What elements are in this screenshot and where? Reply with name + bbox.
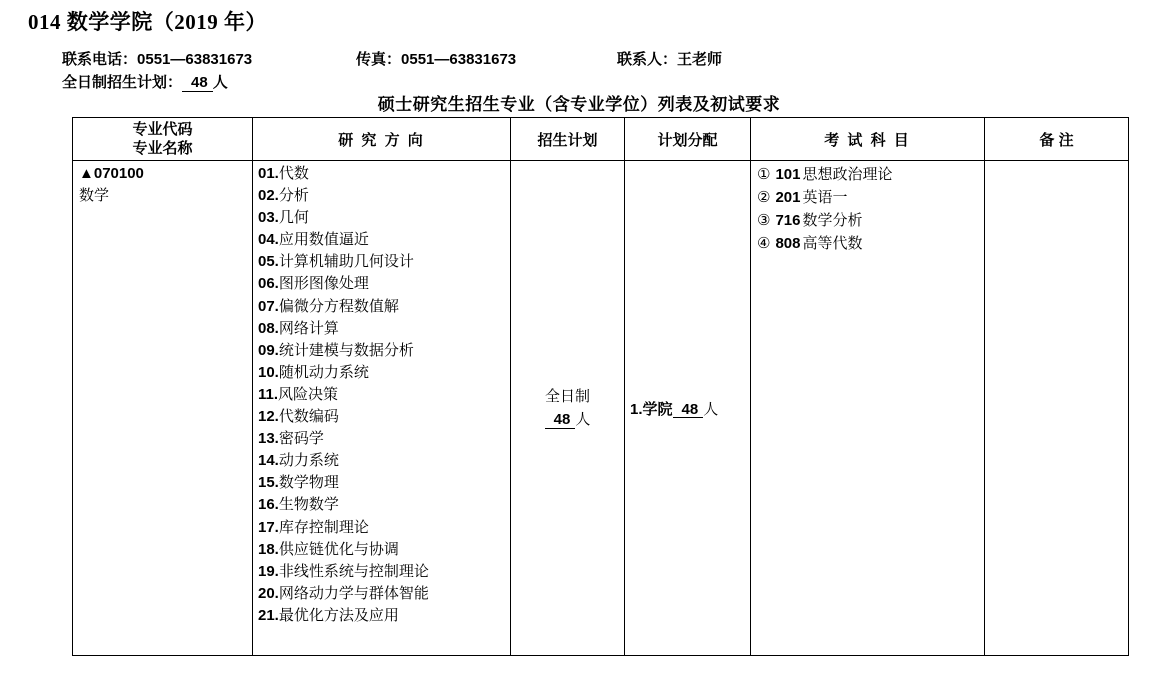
direction-text: 分析 xyxy=(278,187,309,205)
research-direction-item xyxy=(256,163,507,185)
direction-text: 应用数值逼近 xyxy=(278,231,369,249)
table-caption: 硕士研究生招生专业（含专业学位）列表及初试要求 xyxy=(377,95,781,114)
direction-number: 03. xyxy=(258,209,279,227)
exam-subject-item xyxy=(754,163,981,186)
header-exam-subjects: 考 试 科 目 xyxy=(751,118,985,161)
exam-subject-item xyxy=(754,232,981,255)
table-header-row xyxy=(73,118,1129,161)
header-directions: 研 究 方 向 xyxy=(253,118,511,161)
plan-value: 48 xyxy=(182,75,213,92)
direction-text: 密码学 xyxy=(278,430,324,448)
program-code: ▲070100 xyxy=(79,165,144,182)
research-direction-item xyxy=(256,251,507,273)
cell-enrollment xyxy=(511,161,625,656)
direction-text: 代数 xyxy=(278,165,309,182)
header-allocation: 计划分配 xyxy=(625,118,751,161)
direction-number: 01. xyxy=(258,165,279,182)
program-name: 数学 xyxy=(79,187,110,204)
research-direction-item xyxy=(256,450,507,472)
direction-number: 10. xyxy=(258,363,279,381)
research-direction-item xyxy=(256,517,507,539)
direction-number: 02. xyxy=(258,187,279,205)
exam-subject-name: 数学分析 xyxy=(802,212,863,229)
direction-text: 网络计算 xyxy=(278,319,339,337)
research-direction-item xyxy=(256,362,507,384)
research-direction-item xyxy=(256,428,507,450)
exam-subject-code: 808 xyxy=(775,235,801,252)
cell-program xyxy=(73,161,253,656)
direction-text: 非线性系统与控制理论 xyxy=(278,562,429,580)
header-program-code: 专业代码 xyxy=(132,121,193,138)
direction-text: 供应链优化与协调 xyxy=(278,540,399,558)
allocation-line xyxy=(628,398,747,419)
research-direction-item xyxy=(256,384,507,406)
direction-number: 16. xyxy=(258,496,279,514)
exam-subject-code: 101 xyxy=(775,166,801,183)
contact-person xyxy=(617,48,722,69)
direction-number: 15. xyxy=(258,474,279,492)
exam-subject-name: 英语一 xyxy=(802,189,848,206)
research-direction-item xyxy=(256,539,507,561)
admissions-table xyxy=(72,117,1129,656)
cell-remark xyxy=(985,161,1129,656)
exam-subject-code: 716 xyxy=(775,212,801,229)
cell-exam-subjects xyxy=(751,161,985,656)
direction-text: 最优化方法及应用 xyxy=(278,606,399,624)
header-enrollment: 招生计划 xyxy=(511,118,625,161)
fulltime-plan xyxy=(62,71,228,92)
direction-text: 生物数学 xyxy=(278,496,339,514)
research-direction-item xyxy=(256,273,507,295)
exam-subject-mark: ③ xyxy=(757,212,771,229)
fax-label: 传真： xyxy=(356,51,402,68)
contact-phone xyxy=(62,48,252,69)
direction-number: 12. xyxy=(258,408,279,426)
exam-subject-item xyxy=(754,186,981,209)
enrollment-count xyxy=(514,408,621,431)
direction-text: 网络动力学与群体智能 xyxy=(278,584,429,602)
enrollment-value: 48 xyxy=(545,412,576,429)
exam-subject-name: 高等代数 xyxy=(802,235,863,252)
allocation-unit: 人 xyxy=(703,400,719,418)
research-direction-item xyxy=(256,406,507,428)
direction-number: 17. xyxy=(258,518,279,536)
fax-number: 0551—63831673 xyxy=(401,51,517,68)
direction-text: 图形图像处理 xyxy=(278,275,369,293)
research-direction-item xyxy=(256,583,507,605)
research-directions-list xyxy=(256,163,507,627)
research-direction-item xyxy=(256,340,507,362)
contact-label: 联系人： xyxy=(617,51,678,68)
direction-number: 19. xyxy=(258,562,279,580)
direction-number: 09. xyxy=(258,341,279,359)
direction-number: 07. xyxy=(258,297,279,315)
research-direction-item xyxy=(256,229,507,251)
allocation-value: 48 xyxy=(673,402,704,419)
research-direction-item xyxy=(256,605,507,627)
direction-text: 库存控制理论 xyxy=(278,518,369,536)
direction-number: 13. xyxy=(258,430,279,448)
header-program-name: 专业名称 xyxy=(132,140,193,157)
exam-subject-mark: ④ xyxy=(757,235,771,252)
direction-text: 几何 xyxy=(278,209,309,227)
page-title: 014 数学学院（2019 年） xyxy=(28,10,267,34)
table-data-row xyxy=(73,161,1129,656)
direction-number: 20. xyxy=(258,584,279,602)
research-direction-item xyxy=(256,296,507,318)
contact-fax xyxy=(356,48,516,69)
research-direction-item xyxy=(256,318,507,340)
direction-number: 18. xyxy=(258,540,279,558)
contact-name: 王老师 xyxy=(677,51,723,68)
research-direction-item xyxy=(256,472,507,494)
direction-text: 数学物理 xyxy=(278,474,339,492)
exam-subject-code: 201 xyxy=(775,189,801,206)
exam-subjects-list xyxy=(754,163,981,255)
exam-subject-item xyxy=(754,209,981,232)
exam-subject-name: 思想政治理论 xyxy=(802,166,893,183)
exam-subject-mark: ② xyxy=(757,189,771,206)
direction-number: 04. xyxy=(258,231,279,249)
plan-unit: 人 xyxy=(212,74,228,91)
direction-number: 14. xyxy=(258,452,279,470)
direction-text: 代数编码 xyxy=(278,408,339,426)
phone-number: 0551—63831673 xyxy=(137,51,253,68)
direction-number: 21. xyxy=(258,606,279,624)
allocation-prefix: 1.学院 xyxy=(630,400,673,418)
direction-number: 08. xyxy=(258,319,279,337)
header-remark: 备 注 xyxy=(985,118,1129,161)
plan-label: 全日制招生计划： xyxy=(62,74,183,91)
cell-allocation xyxy=(625,161,751,656)
direction-number: 05. xyxy=(258,253,279,271)
enrollment-unit: 人 xyxy=(575,411,591,428)
direction-number: 11. xyxy=(258,385,279,403)
header-program xyxy=(73,118,253,161)
phone-label: 联系电话： xyxy=(62,51,138,68)
research-direction-item xyxy=(256,561,507,583)
direction-number: 06. xyxy=(258,275,279,293)
research-direction-item xyxy=(256,207,507,229)
direction-text: 随机动力系统 xyxy=(278,363,369,381)
research-direction-item xyxy=(256,185,507,207)
direction-text: 偏微分方程数值解 xyxy=(278,297,399,315)
enrollment-type: 全日制 xyxy=(544,388,590,405)
exam-subject-mark: ① xyxy=(757,166,771,183)
direction-text: 风险决策 xyxy=(278,385,339,403)
direction-text: 动力系统 xyxy=(278,452,339,470)
research-direction-item xyxy=(256,494,507,516)
direction-text: 计算机辅助几何设计 xyxy=(278,253,414,271)
cell-directions xyxy=(253,161,511,656)
direction-text: 统计建模与数据分析 xyxy=(278,341,414,359)
